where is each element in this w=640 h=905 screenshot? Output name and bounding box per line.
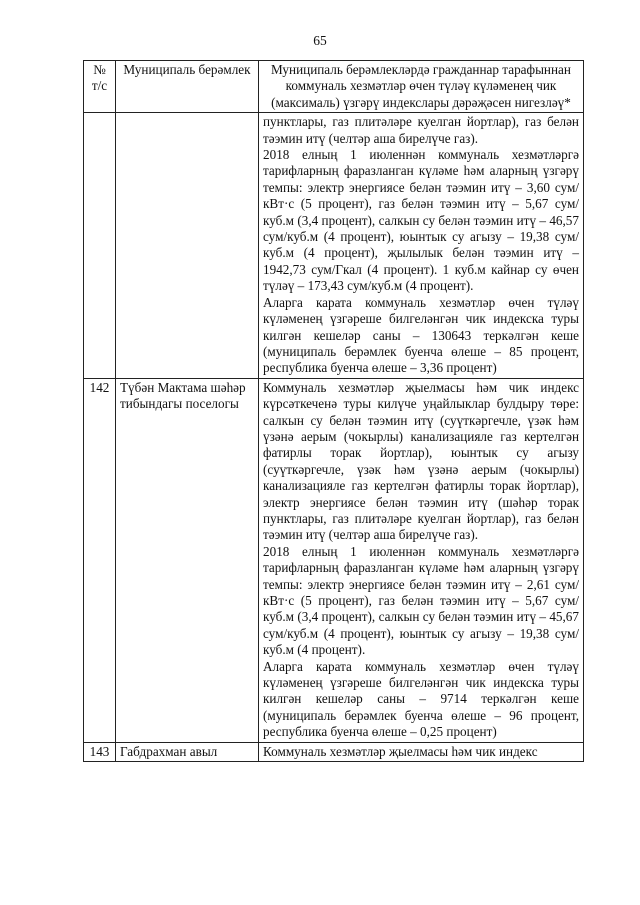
row-num	[84, 113, 116, 379]
row-description	[259, 742, 584, 761]
tariff-table	[83, 60, 584, 762]
description-paragraph: 2018 елның 1 июленнән коммуналь хезмәтләргә тарифларның фаразланган күләме һәм аларның үзгәрү темпы: электр энергиясе белән тәэмин итү – 2,61 сум/кВт·с (5 процент), газ белән тәэмин итү – 5,67 сум/куб.м (3,4 процент), салкын су белән тәэмин итү – 45,67 сум/куб.м (4 процент), юынтык су агызу – 19,38 сум/куб.м (4 процент).	[263, 543, 579, 658]
description-paragraph: пунктлары, газ плитәләре куелган йортлар), газ белән тәэмин итү (челтәр аша бирелүче газ).	[263, 114, 579, 146]
table-row	[84, 378, 584, 742]
description-paragraph: Коммуналь хезмәтләр җыелмасы һәм чик индекс	[263, 743, 538, 759]
description-paragraph: Коммуналь хезмәтләр җыелмасы һәм чик индекс күрсәткеченә туры килүче уңайлыклар булдыру төре: салкын су белән тәэмин итү (суүткәргечле, үзәк һәм үзәнә аерым (чокырлы) канализацияле газ кертелгән фатирлы торак йортлар), юынтык су агызу (суүткәргечле, үзәк һәм үзәнә аерым (чокырлы) канализацияле газ кертелгән фатирлы торак йортлар), электр энергиясе белән тәэмин итү (шәһәр торак пунктлары, газ плитәләре куелган йортлар), газ белән тәэмин итү (челтәр аша бирелүче газ).	[263, 379, 579, 543]
table-header-row	[84, 61, 584, 113]
description-paragraph: 2018 елның 1 июленнән коммуналь хезмәтләргә тарифларның фаразланган күләме һәм аларның үзгәрү темпы: электр энергиясе белән тәэмин итү – 3,60 сум/кВт·с (5 процент), газ белән тәэмин итү – 5,67 сум/куб.м (3,4 процент), салкын су белән тәэмин итү – 46,57 сум/куб.м (4 процент), юынтык су агызу – 19,38 сум/куб.м (4 процент), җылылык белән тәэмин итү – 1942,73 сум/Гкал (4 процент). 1 куб.м кайнар су өчен түләү – 173,43 сум/куб.м (4 процент).	[263, 147, 579, 294]
row-num: 142	[84, 378, 116, 742]
page-number: 65	[313, 33, 327, 48]
description-paragraph: Аларга карата коммуналь хезмәтләр өчен түләү күләменең үзгәреше билгеләнгән чик индекска туры килгән кешеләр саны – 130643 теркәлгән кеше (муниципаль берәмлек буенча өлеше – 85 процент, республика буенча өлеше – 3,36 процент)	[263, 294, 579, 376]
header-municipality: Муниципаль берәмлек	[116, 61, 259, 113]
description-paragraph: Аларга карата коммуналь хезмәтләр өчен түләү күләменең үзгәреше билгеләнгән чик индекска туры килгән кешеләр саны – 9714 теркәлгән кеше (муниципаль берәмлек буенча өлеше – 96 процент, республика буенча өлеше – 0,25 процент)	[263, 658, 579, 740]
header-num: № т/с	[84, 61, 116, 113]
row-description	[259, 378, 584, 742]
row-municipality	[116, 113, 259, 379]
table-row	[84, 113, 584, 379]
header-description: Муниципаль берәмлекләрдә гражданнар тарафыннан коммуналь хезмәтләр өчен түләү күләменең чик (максималь) үзгәрү индекслары дәрәҗәсен нигезләү*	[259, 61, 584, 113]
row-num: 143	[84, 742, 116, 761]
row-municipality: Түбән Мактама шәһәр тибындагы поселогы	[116, 378, 259, 742]
table-row	[84, 742, 584, 761]
row-municipality: Габдрахман авыл	[116, 742, 259, 761]
row-description	[259, 113, 584, 379]
